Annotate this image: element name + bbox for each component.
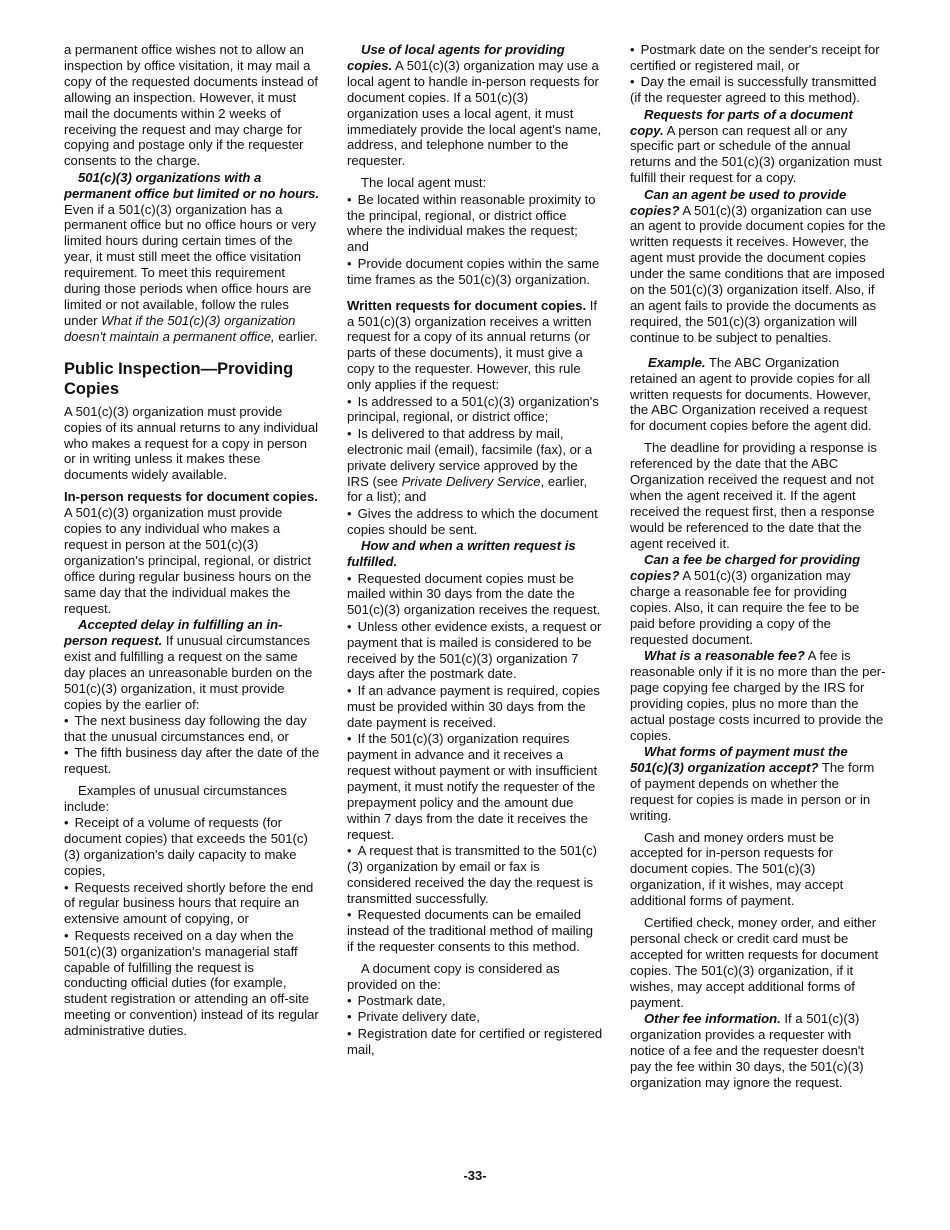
- bullet-item: • Requests received shortly before the end of regular business hours that require an extensive amount of copying, or: [64, 880, 320, 928]
- paragraph-text: A 501(c)(3) organization may use a local agent to handle in-person requests for document copies. If a 501(c)(3) organization uses a local agent, it must immediately provide the local agent's name, address, and telephone number to the requester.: [347, 57, 602, 169]
- bullet-item: • Unless other evidence exists, a request or payment that is mailed is considered to be received by the 501(c)(3) organization 7 days after the postmark date.: [347, 619, 603, 683]
- cross-reference: What if the 501(c)(3) organization doesn't maintain a permanent office,: [64, 312, 296, 344]
- paragraph: The local agent must:: [361, 175, 487, 191]
- column-right: [630, 42, 886, 1091]
- bullet-item: • Day the email is successfully transmitted (if the requester agreed to this method).: [630, 74, 886, 106]
- paragraph-text: If a 501(c)(3) organization provides a requester with notice of a fee and the requester doesn't pay the fee within 30 days, the 501(c)(3) organization may ignore the request.: [630, 1010, 864, 1090]
- paragraph-text: If unusual circumstances exist and fulfilling a request on the same day places an unreasonable burden on the 501(c)(3) organization, it must provide copies by the earlier of:: [64, 632, 313, 712]
- paragraph-text: A 501(c)(3) organization may charge a reasonable fee for providing copies. Also, it can require the fee to be paid before providing a copy of the requested document.: [630, 568, 860, 647]
- paragraph: [630, 552, 886, 647]
- paragraph-text: Even if a 501(c)(3) organization has a permanent office but no office hours or very limited hours during certain times of the year, it must still meet the office visitation requirement. To meet this requirement during those periods when office hours are limited or not available, follow the rules under: [64, 201, 317, 328]
- page-number: -33-: [463, 1168, 487, 1183]
- paragraph: The deadline for providing a response is referenced by the date that the ABC Organization received the request and not when the agent received it. If the agent received the request first, then a response would be referenced to the date that the agent received it.: [630, 440, 877, 551]
- bullet-item: • Requested document copies must be mailed within 30 days from the date the 501(c)(3) organization receives the request.: [347, 571, 603, 619]
- run-in-heading: Use of local agents for providing copies.: [347, 42, 565, 73]
- paragraph: Certified check, money order, and either personal check or credit card must be accepted for written requests for document copies. The 501(c)(3) organization, if it wishes, may accept additional forms of payment.: [630, 915, 879, 1010]
- bullet-item: • Provide document copies within the same time frames as the 501(c)(3) organization.: [347, 256, 603, 288]
- cross-reference: Private Delivery Service: [401, 473, 541, 489]
- bullet-item: • Postmark date,: [347, 993, 603, 1009]
- paragraph-text: A person can request all or any specific part or schedule of the annual returns and the 501(c)(3) organization must fulfill their request for a copy.: [630, 122, 882, 186]
- paragraph-text: The ABC Organization retained an agent to provide copies for all written requests for documents. However, the ABC Organization received a request for document copies before the agent did.: [630, 354, 872, 434]
- run-in-heading: How and when a written request is fulfilled.: [347, 538, 576, 570]
- bullet-item: • The next business day following the day that the unusual circumstances end, or: [64, 713, 320, 745]
- bullet-item: • Receipt of a volume of requests (for document copies) that exceeds the 501(c)(3) organization's daily capacity to make copies,: [64, 815, 320, 879]
- run-in-heading: What forms of payment must the 501(c)(3) organization accept?: [630, 743, 848, 775]
- paragraph-text: earlier.: [274, 328, 318, 344]
- bullet-item: • Requests received on a day when the 501(c)(3) organization's managerial staff capable of fulfilling the request is conducting official duties (for example, student registration or attending an off-site meeting or convention) instead of its regular administrative duties.: [64, 928, 320, 1039]
- paragraph: A document copy is considered as provided on the:: [347, 960, 560, 992]
- bullet-item: • Postmark date on the sender's receipt for certified or registered mail, or: [630, 42, 886, 74]
- bullet-item: • Private delivery date,: [347, 1009, 603, 1025]
- section-heading: Public Inspection—Providing Copies: [64, 359, 294, 398]
- bullet-item: • If the 501(c)(3) organization requires payment in advance and it receives a request without payment or with insufficient payment, it must notify the requester of the prepayment policy and the amount due within 7 days from the date it receives the request.: [347, 731, 603, 842]
- bullet-item: • If an advance payment is required, copies must be provided within 30 days from the date payment is received.: [347, 683, 603, 731]
- run-in-heading: What is a reasonable fee?: [644, 648, 805, 664]
- run-in-heading: 501(c)(3) organizations with a permanent office but limited or no hours.: [64, 169, 320, 201]
- bullet-text: , earlier, for a list); and: [347, 473, 588, 505]
- run-in-heading: Other fee information.: [644, 1010, 781, 1026]
- paragraph: [347, 298, 603, 393]
- run-in-heading: Can an agent be used to provide copies?: [630, 186, 847, 218]
- bullet-item: • Be located within reasonable proximity to the principal, regional, or district office where the individual makes the request; and: [347, 192, 603, 256]
- paragraph: Cash and money orders must be accepted for in-person requests for document copies. The 501(c)(3) organization, if it wishes, may accept additional forms of payment.: [630, 829, 844, 909]
- paragraph: [630, 744, 886, 824]
- paragraph: [630, 1011, 886, 1091]
- paragraph: [64, 170, 320, 345]
- paragraph: A 501(c)(3) organization must provide copies of its annual returns to any individual who makes a request for a copy in person or in writing unless it makes these documents widely available.: [64, 403, 319, 483]
- bullet-text: Is delivered to that address by mail, electronic mail (email), facsimile (fax), or a private delivery service approved by the IRS (see: [347, 425, 593, 489]
- run-in-heading: Requests for parts of a document copy.: [630, 106, 853, 138]
- paragraph: [630, 355, 886, 435]
- run-in-heading: In-person requests for document copies.: [64, 489, 318, 505]
- run-in-heading: Example.: [648, 354, 706, 370]
- bullet-item: • The fifth business day after the date of the request.: [64, 745, 320, 777]
- paragraph-text: The form of payment depends on whether the request for copies is made in person or in writing.: [630, 759, 875, 823]
- paragraph: [347, 42, 603, 169]
- run-in-heading: Written requests for document copies.: [347, 297, 587, 313]
- bullet-item: • Requested documents can be emailed instead of the traditional method of mailing if the requester consents to this method.: [347, 907, 603, 955]
- paragraph: [630, 107, 886, 187]
- column-middle: [347, 42, 603, 1058]
- paragraph: [64, 617, 320, 712]
- bullet-item: [347, 426, 603, 506]
- paragraph: Examples of unusual circumstances include:: [64, 783, 287, 814]
- run-in-heading: Accepted delay in fulfilling an in-person request.: [64, 617, 283, 648]
- paragraph: [630, 648, 886, 743]
- paragraph-text: A 501(c)(3) organization can use an agent to provide document copies for the written requests it receives. However, the agent must provide the document copies under the same conditions that are imposed on the 501(c)(3) organization itself. Also, if an agent fails to provide the documents as required, the 501(c)(3) organization will continue to be subject to penalties.: [630, 202, 886, 345]
- paragraph-text: A fee is reasonable only if it is no more than the per-page copying fee charged by the IRS for providing copies, plus no more than the actual postage costs incurred to provide the copies.: [630, 648, 886, 743]
- bullet-item: • Registration date for certified or registered mail,: [347, 1026, 603, 1058]
- run-in-heading: Can a fee be charged for providing copies?: [630, 552, 861, 583]
- paragraph: [64, 489, 320, 616]
- column-left: [64, 42, 320, 1040]
- bullet-item: • Is addressed to a 501(c)(3) organization's principal, regional, or district office;: [347, 394, 603, 426]
- paragraph: [630, 187, 886, 346]
- paragraph-text: If a 501(c)(3) organization receives a written request for a copy of its annual returns (or parts of these documents), it must give a copy to the requester. However, this rule only applies if the request:: [347, 297, 598, 393]
- paragraph-text: A 501(c)(3) organization must provide copies to any individual who makes a request in person at the 501(c)(3) organization's principal, regional, or district office during regular business hours on the same day that the individual makes the request.: [64, 505, 312, 616]
- paragraph: a permanent office wishes not to allow an inspection by office visitation, it may mail a copy of the requested documents instead of allowing an inspection. However, it must mail the documents within 2 weeks of receiving the request and may charge for copying and postage only if the requester consents to the charge.: [64, 42, 319, 169]
- bullet-item: • A request that is transmitted to the 501(c)(3) organization by email or fax is considered received the day the request is transmitted successfully.: [347, 843, 603, 907]
- bullet-item: • Gives the address to which the document copies should be sent.: [347, 506, 603, 538]
